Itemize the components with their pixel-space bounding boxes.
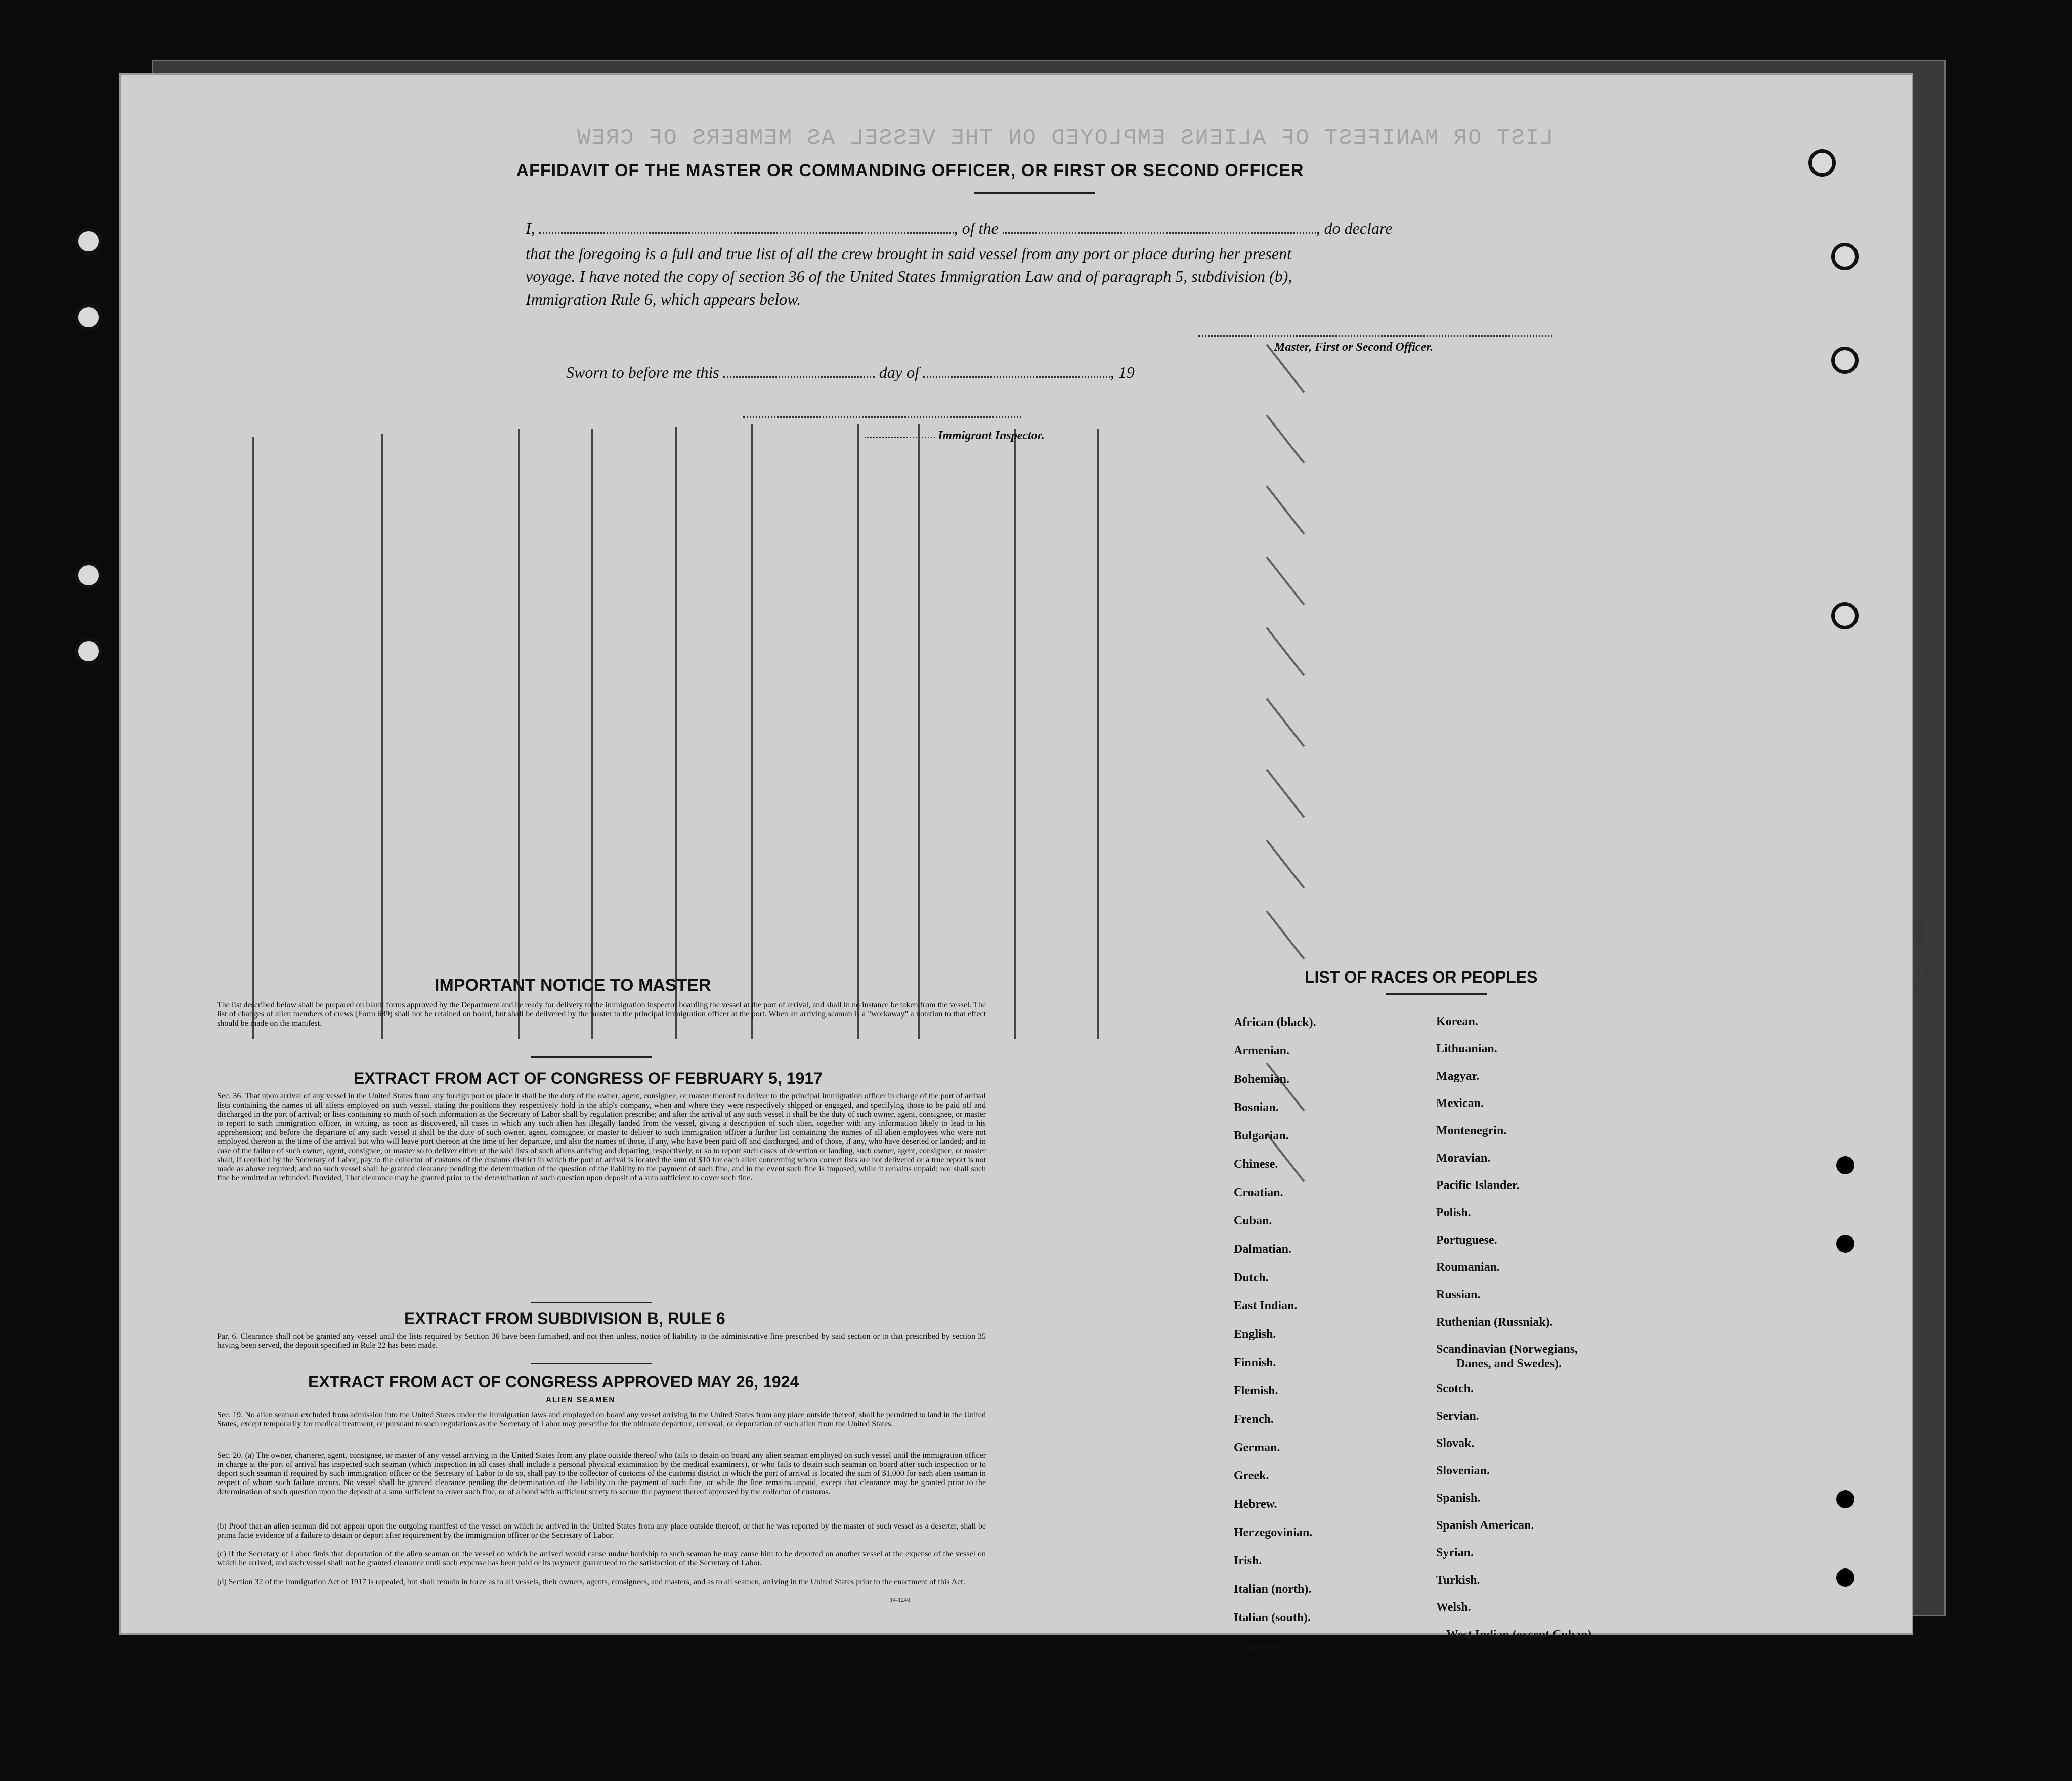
section-divider: [531, 1056, 652, 1058]
sec20c-text: (c) If the Secretary of Labor finds that deportation of the alien seaman on the vessel on which he arrived would cause undue hardship to such seaman he may cause him to be deported on another vessel at the expense of the vessel on which he arrived, and such vessel shall not be granted clearance until such expense has been paid or its payment guaranteed to the satisfaction of the Secretary of Labor.: [217, 1550, 986, 1567]
race-right: Spanish American.: [1436, 1519, 1534, 1532]
declaration-line-4: Immigration Rule 6, which appears below.: [526, 290, 801, 308]
binder-hole: [1831, 347, 1859, 374]
race-right: Pacific Islander.: [1436, 1179, 1520, 1192]
race-left: Greek.: [1234, 1469, 1269, 1482]
sec19-text: Sec. 19. No alien seaman excluded from admission into the United States under the immigration laws and employed on board any vessel arriving in the United States from any place outside thereof, shall be permitted to land in the United States, except temporarily for medical treatment, or pursuant to such regulations as the Secretary of Labor may prescribe for the ultimate departure, removal, or deportation of such alien from the United States.: [217, 1411, 986, 1428]
pen-mark: [1266, 910, 1305, 959]
alien-seamen-subtitle: ALIEN SEAMEN: [546, 1395, 616, 1404]
race-left: English.: [1234, 1328, 1276, 1341]
race-right: Roumanian.: [1436, 1261, 1500, 1274]
column-rule: [252, 437, 254, 1039]
inspector-label: Immigrant Inspector.: [938, 429, 1045, 442]
pen-mark: [1266, 414, 1305, 463]
race-left: French.: [1234, 1413, 1274, 1426]
race-right: Montenegrin.: [1436, 1124, 1507, 1137]
pen-mark: [1266, 556, 1305, 605]
section-divider: [531, 1363, 652, 1364]
race-left: Dalmatian.: [1234, 1243, 1291, 1256]
of-the-label: , of the: [954, 219, 999, 237]
master-signature-label: Master, First or Second Officer.: [1274, 341, 1434, 354]
document-page: [119, 73, 1931, 1652]
declaration-line-3: voyage. I have noted the copy of section 36 of the United States Immigration Law and of paragraph 5, subdivision (b),: [526, 267, 1292, 285]
column-rule: [1097, 429, 1099, 1039]
race-left: Bulgarian.: [1234, 1129, 1289, 1142]
race-right: Servian.: [1436, 1410, 1479, 1423]
column-rule: [918, 424, 920, 1039]
declaration-line-2: that the foregoing is a full and true list of all the crew brought in said vessel from any port or place during her present: [526, 244, 1291, 263]
notice-body: The list described below shall be prepared on blank forms approved by the Department and be ready for delivery to the immigration inspector boarding the vessel at the port of arrival, and shall in no instance be taken from the vessel. The list of changes of alien members of crews (Form 689) shall not be retained on board, but shall be delivered by the master to the principal immigration officer at the port. When an arriving seaman is a "workaway" a notation to that effect should be made on the manifest.: [217, 1001, 986, 1028]
sworn-month-field[interactable]: [923, 363, 1110, 378]
binder-hole: [75, 304, 102, 331]
race-right: Scotch.: [1436, 1382, 1474, 1395]
declarant-prefix: I,: [526, 219, 535, 237]
column-rule: [381, 434, 383, 1039]
punch-dot: [1836, 1568, 1854, 1587]
race-right: Slovak.: [1436, 1437, 1475, 1450]
column-rule: [751, 424, 753, 1039]
race-right: Moravian.: [1436, 1152, 1491, 1165]
extract-1924-title: EXTRACT FROM ACT OF CONGRESS APPROVED MAY 26, 1924: [308, 1373, 799, 1391]
race-left: Italian (north).: [1234, 1583, 1312, 1596]
race-right-continuation: Danes, and Swedes).: [1456, 1357, 1562, 1370]
race-left: Dutch.: [1234, 1271, 1269, 1284]
race-right: Korean.: [1436, 1015, 1478, 1028]
race-right: Russian.: [1436, 1288, 1481, 1301]
race-right: Slovenian.: [1436, 1464, 1490, 1477]
binder-hole: [75, 562, 102, 589]
race-left: African (black).: [1234, 1016, 1316, 1029]
race-left: Hebrew.: [1234, 1498, 1277, 1511]
vessel-name-field[interactable]: [1003, 219, 1316, 234]
sec20d-text: (d) Section 32 of the Immigration Act of 1917 is repealed, but shall remain in force as to all vessels, their owners, agents, consignees, and masters, and as to all seamen, arriving in the United States prior to the enactment of this Act.: [217, 1578, 965, 1586]
race-right: West Indian (except Cuban).: [1446, 1628, 1595, 1641]
races-title: LIST OF RACES OR PEOPLES: [1305, 968, 1538, 986]
race-left: Finnish.: [1234, 1356, 1276, 1369]
affidavit-title: AFFIDAVIT OF THE MASTER OR COMMANDING OFFICER, OR FIRST OR SECOND OFFICER: [516, 161, 1304, 180]
master-signature-line[interactable]: [1198, 335, 1552, 337]
race-right: Spanish.: [1436, 1492, 1481, 1505]
race-left: Bosnian.: [1234, 1101, 1279, 1114]
race-right: Syrian.: [1436, 1546, 1474, 1559]
form-number: 14-1240: [890, 1596, 910, 1603]
declaration-line-1: [526, 219, 1392, 238]
column-rule: [675, 427, 677, 1039]
binder-hole: [75, 228, 102, 255]
sworn-year-label: , 19: [1110, 363, 1135, 381]
inspector-signature-line-2[interactable]: [865, 437, 935, 438]
punch-dot: [1836, 1235, 1854, 1253]
sworn-day-label: day of: [879, 363, 919, 381]
extract-rule6-title: EXTRACT FROM SUBDIVISION B, RULE 6: [404, 1309, 725, 1328]
race-left: Flemish.: [1234, 1384, 1278, 1397]
binder-hole: [1831, 602, 1859, 629]
pen-mark: [1266, 485, 1305, 534]
race-left: Irish.: [1234, 1554, 1262, 1567]
extract-rule6-body: Par. 6. Clearance shall not be granted any vessel until the lists required by Section 36 have been furnished, and not then unless, notice of liability to the administrative fine prescribed by said section or to that prescribed by section 35 having been served, the deposit specified in Rule 22 has been made.: [217, 1332, 986, 1350]
race-left: Croatian.: [1234, 1186, 1283, 1199]
pen-mark: [1266, 698, 1305, 747]
race-left: Herzegovinian.: [1234, 1526, 1313, 1539]
declarant-name-field[interactable]: [539, 219, 954, 234]
pen-mark: [1266, 769, 1305, 818]
margin-number: 3: [1914, 965, 1930, 994]
extract-1917-body: Sec. 36. That upon arrival of any vessel in the United States from any foreign port or place it shall be the duty of the owner, agent, consignee, or master thereof to deliver to the principal immigration officer in charge of the port of arrival lists containing the names of all aliens employed on such vessel, stating the positions they respectively hold in the ship's company, when and where they were respectively shipped or engaged, and specifying those to be paid off and discharged in the port of arrival; or lists containing so much of such information as the Secretary of Labor shall by regulation prescribe; and after the arrival of any such vessel it shall be the duty of such owner, agent, consignee, or master to report to such immigration officer, in writing, as soon as discovered, all cases in which any such alien has illegally landed from the vessel, giving a description of such alien, together with any information likely to lead to his apprehension; and before the departure of any such vessel it shall be the duty of such owner, agent, consignee, or master to deliver to such immigration officer a further list containing the names of all alien employees who were not employed thereon at the time of the arrival but who will leave port thereon at the time of her departure, and also the names of those, if any, who have been paid off and discharged, and of those, if any, who have deserted or landed; and in case of the failure of such owner, agent, consignee, or master so to deliver either of the said lists of such aliens arriving and departing, respectively, or so to report such cases of desertion or landing, such owner, agent, consignee, or master shall, if required by the Secretary of Labor, pay to the collector of customs of the customs district in which the port of arrival is located the sum of $10 for each alien concerning whom correct lists are not delivered or a true report is not made as above required; and no such vessel shall be granted clearance pending the determination of the question of the liability to the payment of such fine, and in the event such fine is imposed, while it remains unpaid; nor shall such fine be remitted or refunded: Provided, That clearance may be granted prior to the determination of such question upon deposit of a sum sufficient to cover such fine.: [217, 1092, 986, 1182]
notice-title: IMPORTANT NOTICE TO MASTER: [435, 976, 711, 995]
race-left: East Indian.: [1234, 1299, 1298, 1312]
race-left: Cuban.: [1234, 1214, 1272, 1227]
race-right: Lithuanian.: [1436, 1042, 1497, 1055]
race-left: Armenian.: [1234, 1044, 1289, 1057]
race-right: Welsh.: [1436, 1601, 1471, 1614]
binder-hole: [1808, 149, 1836, 177]
race-right: Turkish.: [1436, 1574, 1480, 1587]
race-right: Mexican.: [1436, 1097, 1484, 1110]
punch-dot: [1836, 1156, 1854, 1174]
column-rule: [857, 424, 859, 1039]
race-left: Japanese.: [1239, 1639, 1289, 1652]
race-right: Scandinavian (Norwegians,: [1436, 1343, 1578, 1356]
margin-number: 1: [1912, 915, 1931, 950]
race-left: Chinese.: [1234, 1158, 1278, 1171]
race-left: Bohemian.: [1234, 1073, 1290, 1086]
race-left: German.: [1234, 1441, 1280, 1454]
pen-mark: [1266, 839, 1305, 888]
punch-dot: [1836, 1490, 1854, 1508]
title-divider: [974, 192, 1095, 194]
race-right: Magyar.: [1436, 1070, 1480, 1083]
declare-label: , do declare: [1316, 219, 1393, 237]
race-right: Ruthenian (Russniak).: [1436, 1316, 1553, 1329]
sworn-line: [566, 363, 1135, 382]
races-divider: [1386, 993, 1487, 995]
sworn-prefix: Sworn to before me this: [566, 363, 719, 381]
column-rule: [591, 429, 593, 1039]
race-right: Polish.: [1436, 1206, 1471, 1219]
sec20b-text: (b) Proof that an alien seaman did not appear upon the outgoing manifest of the vessel on which he arrived in the United States from any place outside thereof, or that he was reported by the master of such vessel as a deserter, shall be prima facie evidence of a failure to detain or deport after requirement by the immigration officer or the Secretary of Labor.: [217, 1522, 986, 1540]
extract-1917-title: EXTRACT FROM ACT OF CONGRESS OF FEBRUARY 5, 1917: [354, 1069, 823, 1087]
column-rule: [518, 429, 520, 1039]
inspector-signature-line[interactable]: [743, 416, 1021, 418]
column-rule: [1014, 429, 1016, 1039]
binder-hole: [75, 638, 102, 665]
pen-mark: [1266, 627, 1305, 676]
sec20a-text: Sec. 20. (a) The owner, charterer, agent, consignee, or master of any vessel arriving in the United States from any place outside thereof who fails to detain on board any alien seaman employed on such vessel until the immigration officer in charge at the port of arrival has inspected such seaman (which inspection in all cases shall include a personal physical examination by the medical examiners), or who fails to detain such seaman on board after such inspection or to deport such seaman if required by such immigration officer or the Secretary of Labor to do so, shall pay to the collector of customs of the customs district in which the port of arrival is located the sum of $1,000 for each alien seaman in respect of whom such failure occurs. No vessel shall be granted clearance pending the determination of the liability to the payment of such fine, or while the fine remains unpaid, except that clearance may be granted prior to the determination of such question upon the deposit of a sum sufficient to cover such fine, or of a bond with sufficient surety to secure the payment thereof approved by the collector of customs.: [217, 1451, 986, 1496]
sworn-date-field[interactable]: [723, 363, 875, 378]
bleed-through-header: LIST OR MANIFEST OF ALIENS EMPLOYED ON THE VESSEL AS MEMBERS OF CREW: [576, 125, 1553, 151]
race-left: Italian (south).: [1234, 1611, 1311, 1624]
section-divider: [531, 1302, 652, 1303]
race-right: Portuguese.: [1436, 1234, 1497, 1247]
binder-hole: [1831, 243, 1859, 270]
